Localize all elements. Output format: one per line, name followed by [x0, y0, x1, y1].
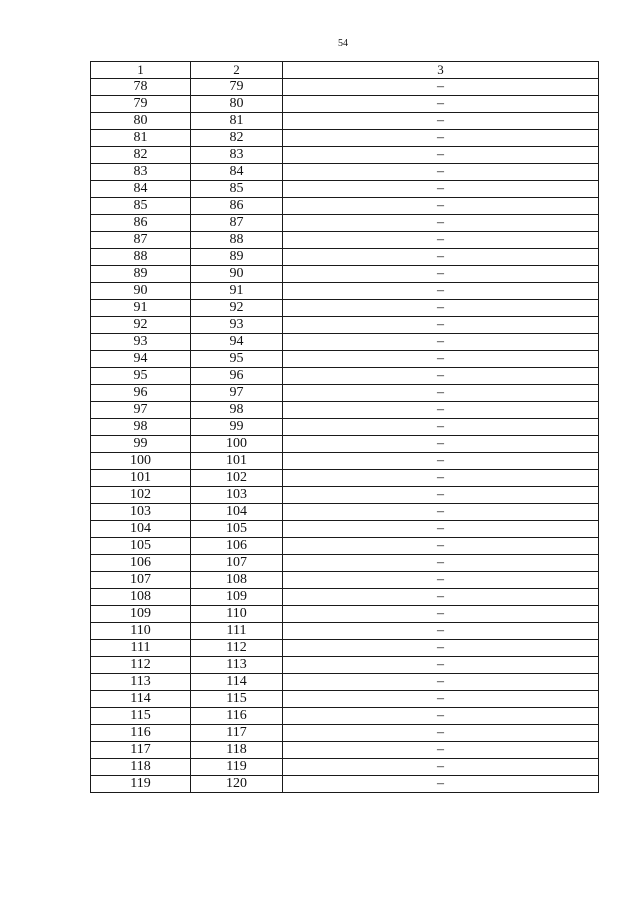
table-header — [91, 62, 599, 79]
table-row — [91, 674, 599, 691]
table-cell: 101 — [191, 453, 283, 470]
table-cell: – — [283, 657, 599, 674]
table-row — [91, 759, 599, 776]
table-cell: – — [283, 96, 599, 113]
table-row — [91, 487, 599, 504]
table-cell: 87 — [191, 215, 283, 232]
table-cell: 90 — [91, 283, 191, 300]
table-cell: 79 — [191, 79, 283, 96]
table-cell: 99 — [91, 436, 191, 453]
table-row — [91, 147, 599, 164]
table-cell: 84 — [91, 181, 191, 198]
table-cell: – — [283, 640, 599, 657]
page-number: 54 — [338, 38, 348, 49]
table-row — [91, 232, 599, 249]
table-cell: 116 — [191, 708, 283, 725]
table-cell: 111 — [91, 640, 191, 657]
table-cell: – — [283, 555, 599, 572]
table-row — [91, 368, 599, 385]
table-row — [91, 538, 599, 555]
table-row — [91, 351, 599, 368]
table-cell: 88 — [191, 232, 283, 249]
table-cell: – — [283, 181, 599, 198]
table-row — [91, 164, 599, 181]
table-row — [91, 130, 599, 147]
table-cell: – — [283, 283, 599, 300]
table-cell: – — [283, 759, 599, 776]
table-cell: 97 — [91, 402, 191, 419]
table-cell: – — [283, 419, 599, 436]
table-cell: 95 — [191, 351, 283, 368]
table-row — [91, 96, 599, 113]
table-cell: 81 — [91, 130, 191, 147]
table-cell: – — [283, 674, 599, 691]
table-row — [91, 742, 599, 759]
table-row — [91, 521, 599, 538]
table-cell: – — [283, 776, 599, 793]
table-cell: – — [283, 249, 599, 266]
table-cell: 108 — [91, 589, 191, 606]
table-row — [91, 776, 599, 793]
table-cell: 103 — [191, 487, 283, 504]
table-cell: 101 — [91, 470, 191, 487]
table-row — [91, 504, 599, 521]
table-cell: – — [283, 725, 599, 742]
table-row — [91, 419, 599, 436]
table-cell: – — [283, 351, 599, 368]
table-cell: 106 — [191, 538, 283, 555]
table-cell: 119 — [191, 759, 283, 776]
table-row — [91, 300, 599, 317]
table-cell: – — [283, 215, 599, 232]
table-cell: 92 — [91, 317, 191, 334]
table-row — [91, 113, 599, 130]
table-cell: 82 — [191, 130, 283, 147]
table-cell: 109 — [191, 589, 283, 606]
table-row — [91, 691, 599, 708]
column-header: 1 — [91, 62, 191, 79]
table-cell: – — [283, 368, 599, 385]
table-row — [91, 470, 599, 487]
table-cell: 98 — [91, 419, 191, 436]
table-row — [91, 215, 599, 232]
table-cell: – — [283, 130, 599, 147]
table-cell: 86 — [91, 215, 191, 232]
table-row — [91, 453, 599, 470]
column-header: 3 — [283, 62, 599, 79]
table-cell: 99 — [191, 419, 283, 436]
table-cell: 84 — [191, 164, 283, 181]
table-cell: 85 — [191, 181, 283, 198]
table-cell: 110 — [191, 606, 283, 623]
table-cell: 104 — [191, 504, 283, 521]
table-cell: – — [283, 742, 599, 759]
data-table — [90, 61, 599, 793]
table-cell: – — [283, 317, 599, 334]
table-cell: 104 — [91, 521, 191, 538]
table-row — [91, 283, 599, 300]
table-cell: 118 — [191, 742, 283, 759]
table-cell: 92 — [191, 300, 283, 317]
table-cell: 82 — [91, 147, 191, 164]
table-cell: 86 — [191, 198, 283, 215]
table-row — [91, 572, 599, 589]
table-cell: 115 — [191, 691, 283, 708]
table-row — [91, 317, 599, 334]
table-cell: – — [283, 572, 599, 589]
table-cell: – — [283, 300, 599, 317]
table-cell: 80 — [91, 113, 191, 130]
table-cell: 108 — [191, 572, 283, 589]
table-cell: 118 — [91, 759, 191, 776]
table-cell: 107 — [191, 555, 283, 572]
table-cell: – — [283, 623, 599, 640]
table-row — [91, 606, 599, 623]
table-row — [91, 79, 599, 96]
table-row — [91, 181, 599, 198]
table-cell: – — [283, 538, 599, 555]
column-header: 2 — [191, 62, 283, 79]
table-cell: 109 — [91, 606, 191, 623]
table-cell: 117 — [191, 725, 283, 742]
table-cell: 89 — [91, 266, 191, 283]
table-cell: 116 — [91, 725, 191, 742]
table-cell: – — [283, 708, 599, 725]
table-cell: 105 — [91, 538, 191, 555]
table-cell: 87 — [91, 232, 191, 249]
table-row — [91, 334, 599, 351]
table-cell: 85 — [91, 198, 191, 215]
table-cell: – — [283, 436, 599, 453]
table-cell: 100 — [191, 436, 283, 453]
table-cell: 117 — [91, 742, 191, 759]
table-cell: 102 — [191, 470, 283, 487]
table-cell: – — [283, 334, 599, 351]
table-row — [91, 266, 599, 283]
table-cell: – — [283, 402, 599, 419]
table-cell: 100 — [91, 453, 191, 470]
table-cell: 96 — [191, 368, 283, 385]
table-cell: 89 — [191, 249, 283, 266]
table-cell: 111 — [191, 623, 283, 640]
table-cell: 112 — [191, 640, 283, 657]
table-cell: 94 — [191, 334, 283, 351]
table-cell: 88 — [91, 249, 191, 266]
table-cell: 78 — [91, 79, 191, 96]
table-cell: – — [283, 453, 599, 470]
table-row — [91, 402, 599, 419]
table-cell: 98 — [191, 402, 283, 419]
table-cell: 93 — [91, 334, 191, 351]
table-cell: 107 — [91, 572, 191, 589]
table-cell: 80 — [191, 96, 283, 113]
table-cell: – — [283, 487, 599, 504]
table-body — [91, 79, 599, 793]
table-row — [91, 198, 599, 215]
table-cell: – — [283, 164, 599, 181]
table-cell: – — [283, 521, 599, 538]
table-cell: – — [283, 606, 599, 623]
table-cell: – — [283, 79, 599, 96]
table-cell: 79 — [91, 96, 191, 113]
table-cell: 113 — [191, 657, 283, 674]
table-cell: 102 — [91, 487, 191, 504]
table-cell: – — [283, 385, 599, 402]
table-cell: – — [283, 691, 599, 708]
table-cell: 115 — [91, 708, 191, 725]
table-cell: 95 — [91, 368, 191, 385]
table-cell: 113 — [91, 674, 191, 691]
table-cell: 83 — [191, 147, 283, 164]
table-row — [91, 657, 599, 674]
table-cell: – — [283, 470, 599, 487]
table-row — [91, 249, 599, 266]
table-cell: 105 — [191, 521, 283, 538]
table-cell: 93 — [191, 317, 283, 334]
table-row — [91, 589, 599, 606]
table-cell: 106 — [91, 555, 191, 572]
table-cell: 94 — [91, 351, 191, 368]
table-cell: 90 — [191, 266, 283, 283]
table-row — [91, 725, 599, 742]
header-row — [91, 62, 599, 79]
table-cell: 83 — [91, 164, 191, 181]
table-cell: – — [283, 113, 599, 130]
table-cell: 110 — [91, 623, 191, 640]
table-cell: – — [283, 198, 599, 215]
table-row — [91, 708, 599, 725]
table-cell: – — [283, 147, 599, 164]
table-cell: 81 — [191, 113, 283, 130]
table-cell: 114 — [191, 674, 283, 691]
table-cell: 119 — [91, 776, 191, 793]
table-cell: – — [283, 589, 599, 606]
table-row — [91, 436, 599, 453]
table-row — [91, 640, 599, 657]
table-row — [91, 623, 599, 640]
table-cell: 91 — [91, 300, 191, 317]
table-cell: – — [283, 266, 599, 283]
table-cell: 112 — [91, 657, 191, 674]
table-cell: 96 — [91, 385, 191, 402]
table-row — [91, 385, 599, 402]
table-cell: 114 — [91, 691, 191, 708]
table-cell: – — [283, 504, 599, 521]
table-cell: 97 — [191, 385, 283, 402]
table-cell: – — [283, 232, 599, 249]
table-cell: 120 — [191, 776, 283, 793]
table-cell: 91 — [191, 283, 283, 300]
table-cell: 103 — [91, 504, 191, 521]
table-row — [91, 555, 599, 572]
